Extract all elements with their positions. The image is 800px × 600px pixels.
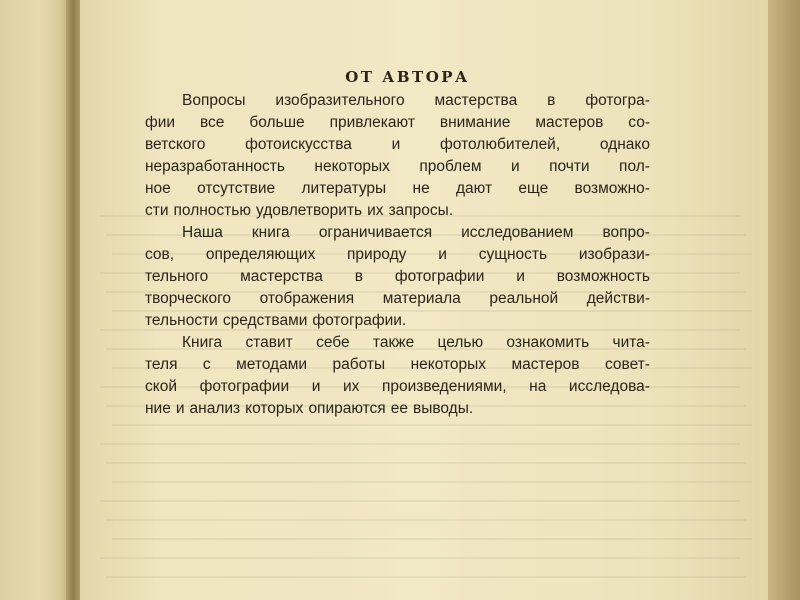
paragraph	[145, 90, 650, 222]
text-line: Книга ставит себе также целью ознакомить чита-	[182, 334, 650, 351]
text-line: Наша книга ограничивается исследованием вопро-	[182, 224, 650, 241]
right-page-edge	[768, 0, 800, 600]
text-line: ное отсутствие литературы не дают еще возможно-	[145, 180, 650, 197]
text-line: тельности средствами фотографии.	[145, 312, 407, 329]
text-line: неразработанность некоторых проблем и почти пол-	[145, 158, 650, 175]
text-line: Вопросы изобразительного мастерства в фотогра-	[182, 92, 650, 109]
text-line: сов, определяющих природу и сущность изобрази-	[145, 246, 650, 263]
text-line: ние и анализ которых опираются ее выводы.	[145, 400, 474, 417]
text-line: фии все больше привлекают внимание мастеров со-	[145, 114, 650, 131]
paragraph	[145, 222, 650, 332]
page-content	[145, 64, 650, 420]
text-line: теля с методами работы некоторых мастеров совет-	[145, 356, 650, 373]
page-heading: ОТ АВТОРА	[345, 68, 470, 86]
text-line: сти полностью удовлетворить их запросы.	[145, 202, 454, 219]
paragraph	[145, 332, 650, 420]
text-line: творческого отображения материала реальной действи-	[145, 290, 650, 307]
text-line: ветского фотоискусства и фотолюбителей, однако	[145, 136, 650, 153]
text-line: ской фотографии и их произведениями, на исследова-	[145, 378, 650, 395]
text-line: тельного мастерства в фотографии и возможность	[145, 268, 650, 285]
paragraphs	[145, 90, 650, 420]
left-page-edge	[0, 0, 70, 600]
